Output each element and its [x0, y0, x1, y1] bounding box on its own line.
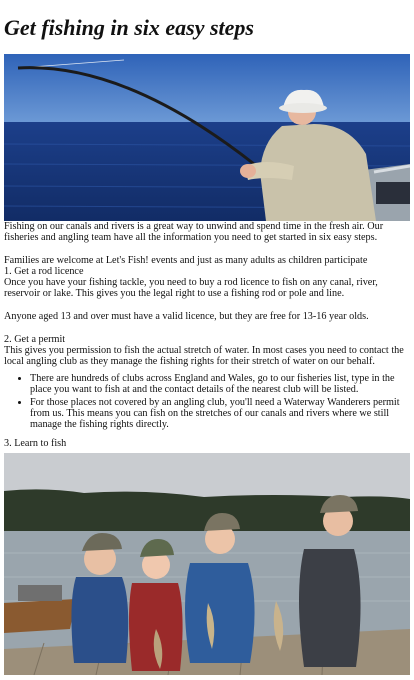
article-body	[4, 221, 410, 449]
article	[4, 0, 410, 675]
step-2-list	[4, 373, 410, 430]
step-1-body: Once you have your fishing tackle, you need to buy a rod licence to fish on any canal, river, reservoir or lake. This gives you the legal right to use a fishing rod or pole and line.	[4, 277, 378, 299]
kids-with-fish-image	[4, 453, 410, 675]
step-2-heading: 2. Get a permit	[4, 334, 66, 345]
step-3-heading: 3. Learn to fish	[4, 438, 67, 449]
intro-paragraph: Fishing on our canals and rivers is a great way to unwind and spend time in the fresh air. Our fisheries and angling team have all the information you need to get started in six easy steps.	[4, 221, 384, 243]
page-title: Get fishing in six easy steps	[4, 15, 254, 40]
list-item: • For those places not covered by an angling club, you'll need a Waterway Wanderers permit from us. This means you can fish on the stretches of our canals and rivers where we still manage the fishing rights directly.	[30, 397, 410, 430]
hero-image-man-fishing	[4, 54, 410, 221]
families-paragraph: Families are welcome at Let's Fish! events and just as many adults as children participate	[4, 255, 368, 266]
step-2-body: This gives you permission to fish the actual stretch of water. In most cases you need to contact the local angling club as they manage the fishing rights for their stretch of water on our behalf.	[4, 345, 404, 367]
step-1-note: Anyone aged 13 and over must have a valid licence, but they are free for 13-16 year olds.	[4, 311, 369, 322]
step-1-heading: 1. Get a rod licence	[4, 266, 84, 277]
list-item: • There are hundreds of clubs across England and Wales, go to our fisheries list, type in the place you want to fish at and the contact details of the nearest club will be listed.	[30, 373, 410, 395]
